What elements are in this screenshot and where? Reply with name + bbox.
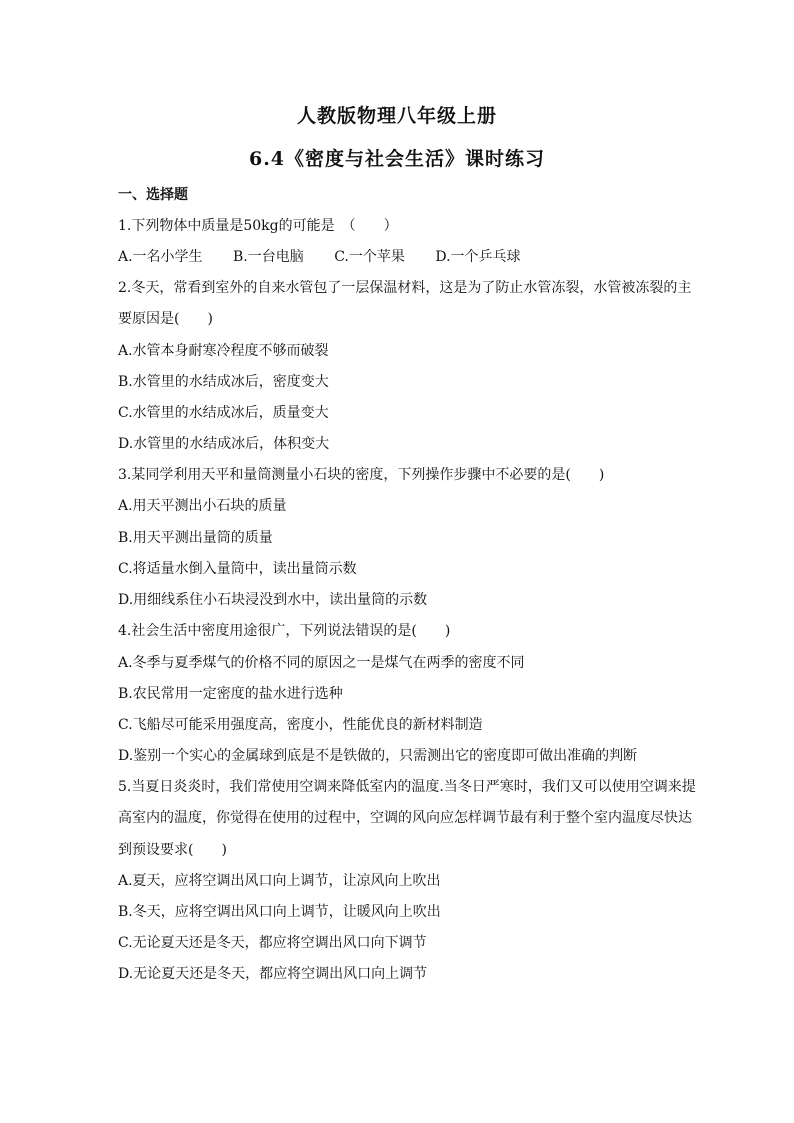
q1-option-d: D.一个乒乓球 (435, 249, 521, 265)
q5-option-a: A.夏天，应将空调出风口向上调节，让凉风向上吹出 (118, 873, 441, 889)
question-5-stem-line-1: 5.当夏日炎炎时，我们常使用空调来降低室内的温度.当冬日严寒时，我们又可以使用空调来提 (118, 779, 696, 795)
q1-option-b: B.一台电脑 (233, 249, 304, 265)
question-2-stem-line-1: 2.冬天，常看到室外的自来水管包了一层保温材料，这是为了防止水管冻裂，水管被冻裂的主 (118, 280, 692, 296)
q3-option-c: C.将适量水倒入量筒中，读出量筒示数 (118, 561, 357, 577)
question-1-stem: 1.下列物体中质量是50kg的可能是 （ ） (118, 218, 398, 234)
question-5-stem-line-3: 到预设要求( ) (118, 842, 227, 858)
q5-option-b: B.冬天，应将空调出风口向上调节，让暖风向上吹出 (118, 904, 441, 920)
q2-option-d: D.水管里的水结成冰后，体积变大 (118, 436, 330, 452)
question-5-stem-line-2: 高室内的温度，你觉得在使用的过程中，空调的风向应怎样调节最有利于整个室内温度尽快达 (118, 810, 692, 826)
q3-option-d: D.用细线系住小石块浸没到水中，读出量筒的示数 (118, 592, 428, 608)
q4-option-c: C.飞船尽可能采用强度高，密度小，性能优良的新材料制造 (118, 717, 483, 733)
q4-option-b: B.农民常用一定密度的盐水进行选种 (118, 686, 343, 702)
question-4-stem: 4.社会生活中密度用途很广，下列说法错误的是( ) (118, 623, 451, 639)
q4-option-a: A.冬季与夏季煤气的价格不同的原因之一是煤气在两季的密度不同 (118, 655, 525, 671)
q5-option-d: D.无论夏天还是冬天，都应将空调出风口向上调节 (118, 966, 428, 982)
q2-option-a: A.水管本身耐寒冷程度不够而破裂 (118, 343, 329, 359)
section-heading: 一、选择题 (118, 187, 188, 203)
q5-option-c: C.无论夏天还是冬天，都应将空调出风口向下调节 (118, 935, 427, 951)
q2-option-b: B.水管里的水结成冰后，密度变大 (118, 374, 329, 390)
q2-option-c: C.水管里的水结成冰后，质量变大 (118, 405, 329, 421)
q1-option-a: A.一名小学生 (118, 249, 203, 265)
q1-option-c: C.一个苹果 (334, 249, 405, 265)
document-subtitle: 6.4《密度与社会生活》课时练习 (248, 148, 546, 170)
question-2-stem-line-2: 要原因是( ) (118, 311, 213, 327)
question-1-options (118, 248, 698, 266)
question-3-stem: 3.某同学利用天平和量筒测量小石块的密度，下列操作步骤中不必要的是( ) (118, 467, 605, 483)
q3-option-a: A.用天平测出小石块的质量 (118, 498, 287, 514)
document-title: 人教版物理八年级上册 (296, 105, 497, 127)
q3-option-b: B.用天平测出量筒的质量 (118, 530, 273, 546)
q4-option-d: D.鉴别一个实心的金属球到底是不是铁做的，只需测出它的密度即可做出准确的判断 (118, 748, 638, 764)
